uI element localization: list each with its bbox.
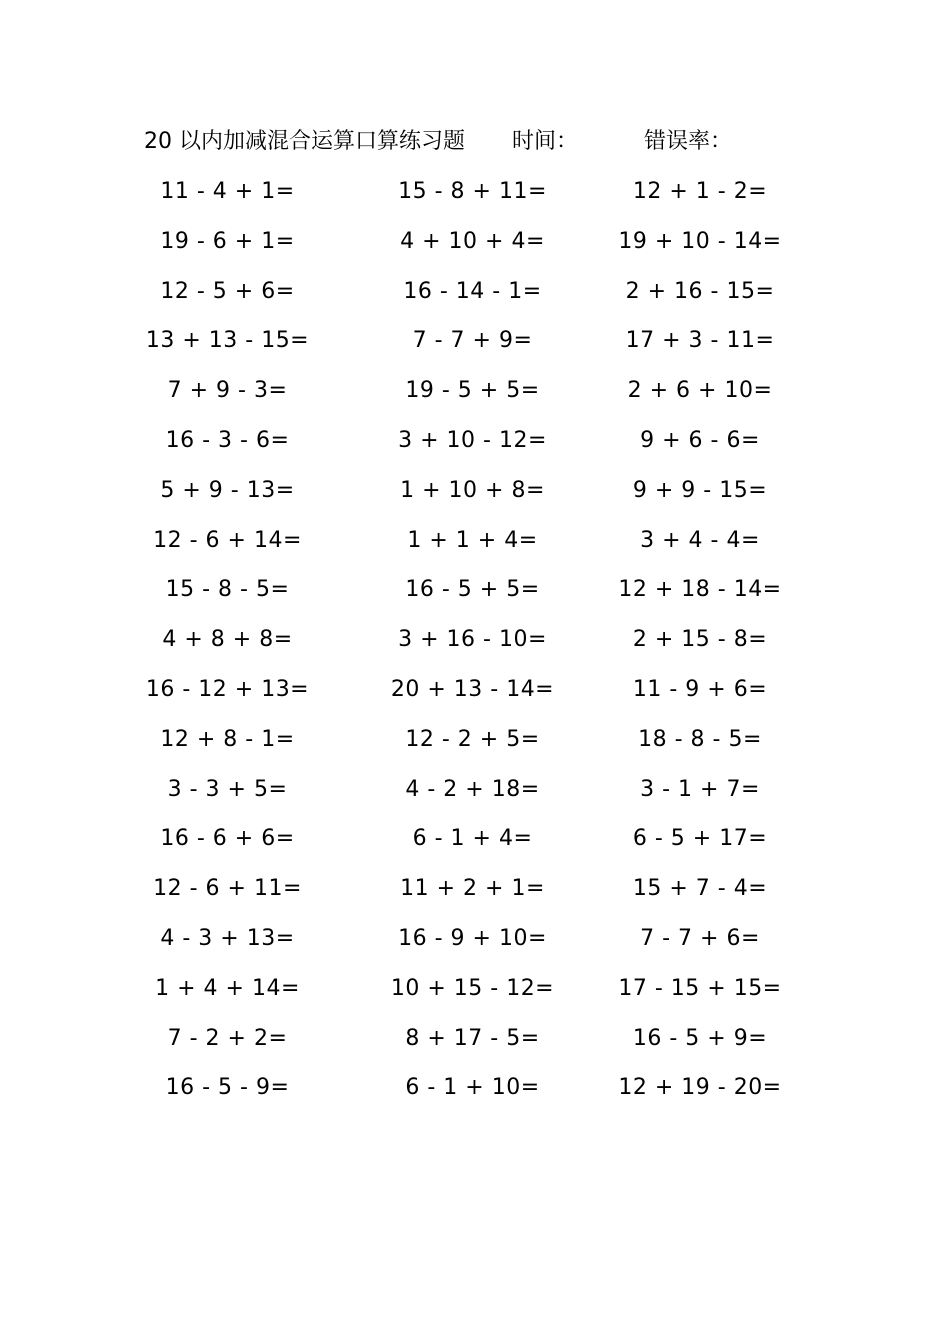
problem-item: 16 - 14 - 1= <box>403 278 542 304</box>
error-rate-label: 错误率： <box>644 129 733 154</box>
problem-item: 16 - 3 - 6= <box>165 427 290 453</box>
problem-item: 17 + 3 - 11= <box>625 328 775 354</box>
problem-item: 15 - 8 + 11= <box>398 179 547 204</box>
problem-item: 8 + 17 - 5= <box>405 1025 540 1051</box>
problem-item: 9 + 9 - 15= <box>632 477 768 503</box>
problem-item: 4 - 3 + 13= <box>160 925 295 951</box>
problem-item: 4 + 8 + 8= <box>162 627 293 653</box>
problem-item: 16 - 5 + 9= <box>632 1025 768 1051</box>
problem-item: 17 - 15 + 15= <box>618 975 782 1001</box>
problem-item: 12 + 1 - 2= <box>632 179 768 204</box>
problem-item: 12 + 18 - 14= <box>618 577 782 603</box>
problem-item: 13 + 13 - 15= <box>145 328 310 354</box>
problem-item: 19 - 6 + 1= <box>160 228 295 254</box>
problem-item: 3 - 1 + 7= <box>640 776 760 802</box>
problem-item: 18 - 8 - 5= <box>638 726 762 752</box>
problem-item: 15 + 7 - 4= <box>632 876 768 902</box>
problem-item: 10 + 15 - 12= <box>390 975 555 1001</box>
problem-item: 16 - 5 - 9= <box>165 1075 290 1101</box>
problem-item: 6 - 5 + 17= <box>632 826 768 852</box>
problem-item: 1 + 1 + 4= <box>407 527 538 553</box>
problem-item: 3 + 16 - 10= <box>398 627 547 653</box>
problem-item: 11 + 2 + 1= <box>400 876 545 902</box>
problem-item: 19 + 10 - 14= <box>618 228 782 254</box>
problem-item: 2 + 16 - 15= <box>625 278 775 304</box>
problem-item: 3 - 3 + 5= <box>167 776 288 802</box>
problem-item: 16 - 12 + 13= <box>145 676 310 702</box>
problem-item: 3 + 10 - 12= <box>398 427 547 453</box>
problem-item: 6 - 1 + 10= <box>405 1075 540 1101</box>
problem-item: 4 + 10 + 4= <box>400 228 545 254</box>
problem-item: 7 - 7 + 6= <box>640 925 760 951</box>
problem-item: 2 + 6 + 10= <box>627 378 773 404</box>
problem-item: 7 - 2 + 2= <box>167 1025 288 1051</box>
problem-item: 19 - 5 + 5= <box>405 378 540 404</box>
problem-item: 11 - 9 + 6= <box>632 676 768 702</box>
problem-item: 12 - 6 + 11= <box>153 876 302 902</box>
worksheet-header <box>144 124 824 160</box>
problem-item: 7 + 9 - 3= <box>167 378 288 404</box>
problem-item: 12 + 8 - 1= <box>160 726 295 752</box>
problem-item: 9 + 6 - 6= <box>640 427 760 453</box>
problem-item: 12 - 2 + 5= <box>405 726 540 752</box>
problem-item: 12 + 19 - 20= <box>618 1075 782 1101</box>
problem-item: 4 - 2 + 18= <box>405 776 540 802</box>
problem-item: 1 + 10 + 8= <box>400 477 545 503</box>
problem-item: 6 - 1 + 4= <box>412 826 533 852</box>
problem-item: 12 - 5 + 6= <box>160 278 295 304</box>
problem-item: 16 - 5 + 5= <box>405 577 540 603</box>
problem-grid <box>120 172 820 1118</box>
problem-item: 11 - 4 + 1= <box>160 179 295 204</box>
problem-item: 15 - 8 - 5= <box>165 577 290 603</box>
problem-item: 16 - 6 + 6= <box>160 826 295 852</box>
problem-item: 20 + 13 - 14= <box>390 676 555 702</box>
problem-item: 3 + 4 - 4= <box>640 527 760 553</box>
problem-item: 5 + 9 - 13= <box>160 477 295 503</box>
problem-item: 16 - 9 + 10= <box>398 925 547 951</box>
problem-item: 1 + 4 + 14= <box>155 975 300 1001</box>
problem-item: 12 - 6 + 14= <box>153 527 302 553</box>
time-label: 时间： <box>512 129 579 154</box>
problem-item: 2 + 15 - 8= <box>632 627 768 653</box>
worksheet-title: 20 以内加减混合运算口算练习题 <box>144 129 465 154</box>
problem-item: 7 - 7 + 9= <box>412 328 533 354</box>
